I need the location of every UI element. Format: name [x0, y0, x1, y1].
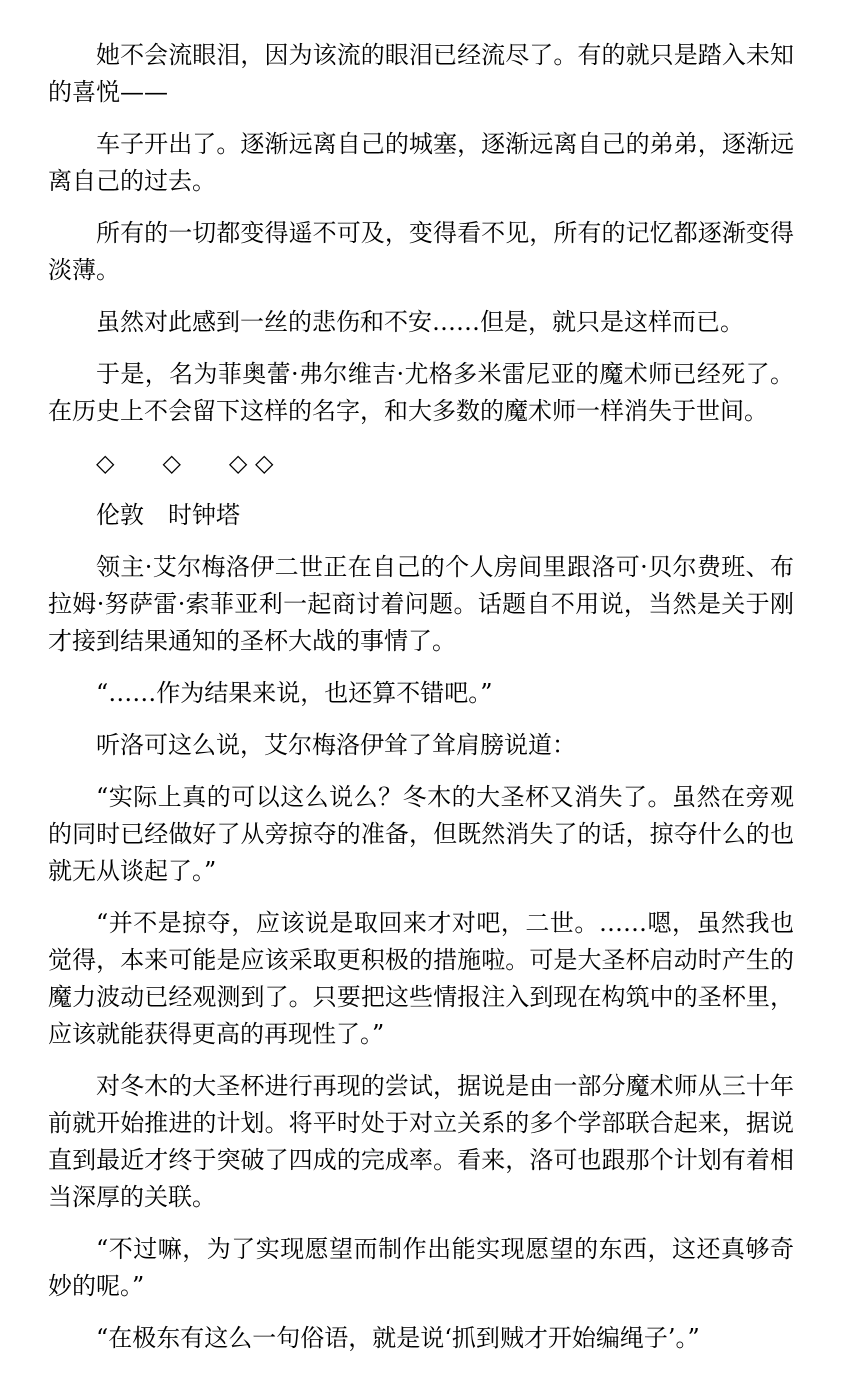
paragraph: 所有的一切都变得遥不可及，变得看不见，所有的记忆都逐渐变得淡薄。 — [48, 219, 794, 284]
dialogue-paragraph: “在极东有这么一句俗语，就是说‘抓到贼才开始编绳子’。” — [96, 1324, 700, 1352]
paragraph: 车子开出了。逐渐远离自己的城塞，逐渐远离自己的弟弟，逐渐远离自己的过去。 — [48, 130, 794, 195]
paragraph: 于是，名为菲奥蕾·弗尔维吉·尤格多米雷尼亚的魔术师已经死了。在历史上不会留下这样的名字，和大多数的魔术师一样消失于世间。 — [48, 360, 794, 425]
dialogue-paragraph: “并不是掠夺，应该说是取回来才对吧，二世。……嗯，虽然我也觉得，本来可能是应该采取更积极的措施啦。可是大圣杯启动时产生的魔力波动已经观测到了。只要把这些情报注入到现在构筑中的圣杯里，应该就能获得更高的再现性了。” — [48, 909, 794, 1048]
scene-heading: 伦敦 时钟塔 — [96, 501, 240, 529]
scene-divider: ◇ ◇ ◇ ◇ — [96, 449, 274, 477]
paragraph: 她不会流眼泪，因为该流的眼泪已经流尽了。有的就只是踏入未知的喜悦—— — [48, 41, 794, 106]
paragraph: 对冬木的大圣杯进行再现的尝试，据说是由一部分魔术师从三十年前就开始推进的计划。将平时处于对立关系的多个学部联合起来，据说直到最近才终于突破了四成的完成率。看来，洛可也跟那个计划有着相当深厚的关联。 — [48, 1072, 794, 1211]
dialogue-paragraph: “不过嘛，为了实现愿望而制作出能实现愿望的东西，这还真够奇妙的呢。” — [48, 1235, 794, 1300]
paragraph: 领主·艾尔梅洛伊二世正在自己的个人房间里跟洛可·贝尔费班、布拉姆·努萨雷·索菲亚利一起商讨着问题。话题自不用说，当然是关于刚才接到结果通知的圣杯大战的事情了。 — [48, 553, 794, 655]
paragraph: 听洛可这么说，艾尔梅洛伊耸了耸肩膀说道： — [96, 731, 576, 759]
paragraph: 虽然对此感到一丝的悲伤和不安……但是，就只是这样而已。 — [96, 308, 744, 336]
dialogue-paragraph: “……作为结果来说，也还算不错吧。” — [96, 679, 493, 707]
dialogue-paragraph: “实际上真的可以这么说么？冬木的大圣杯又消失了。虽然在旁观的同时已经做好了从旁掠夺的准备，但既然消失了的话，掠夺什么的也就无从谈起了。” — [48, 783, 794, 885]
